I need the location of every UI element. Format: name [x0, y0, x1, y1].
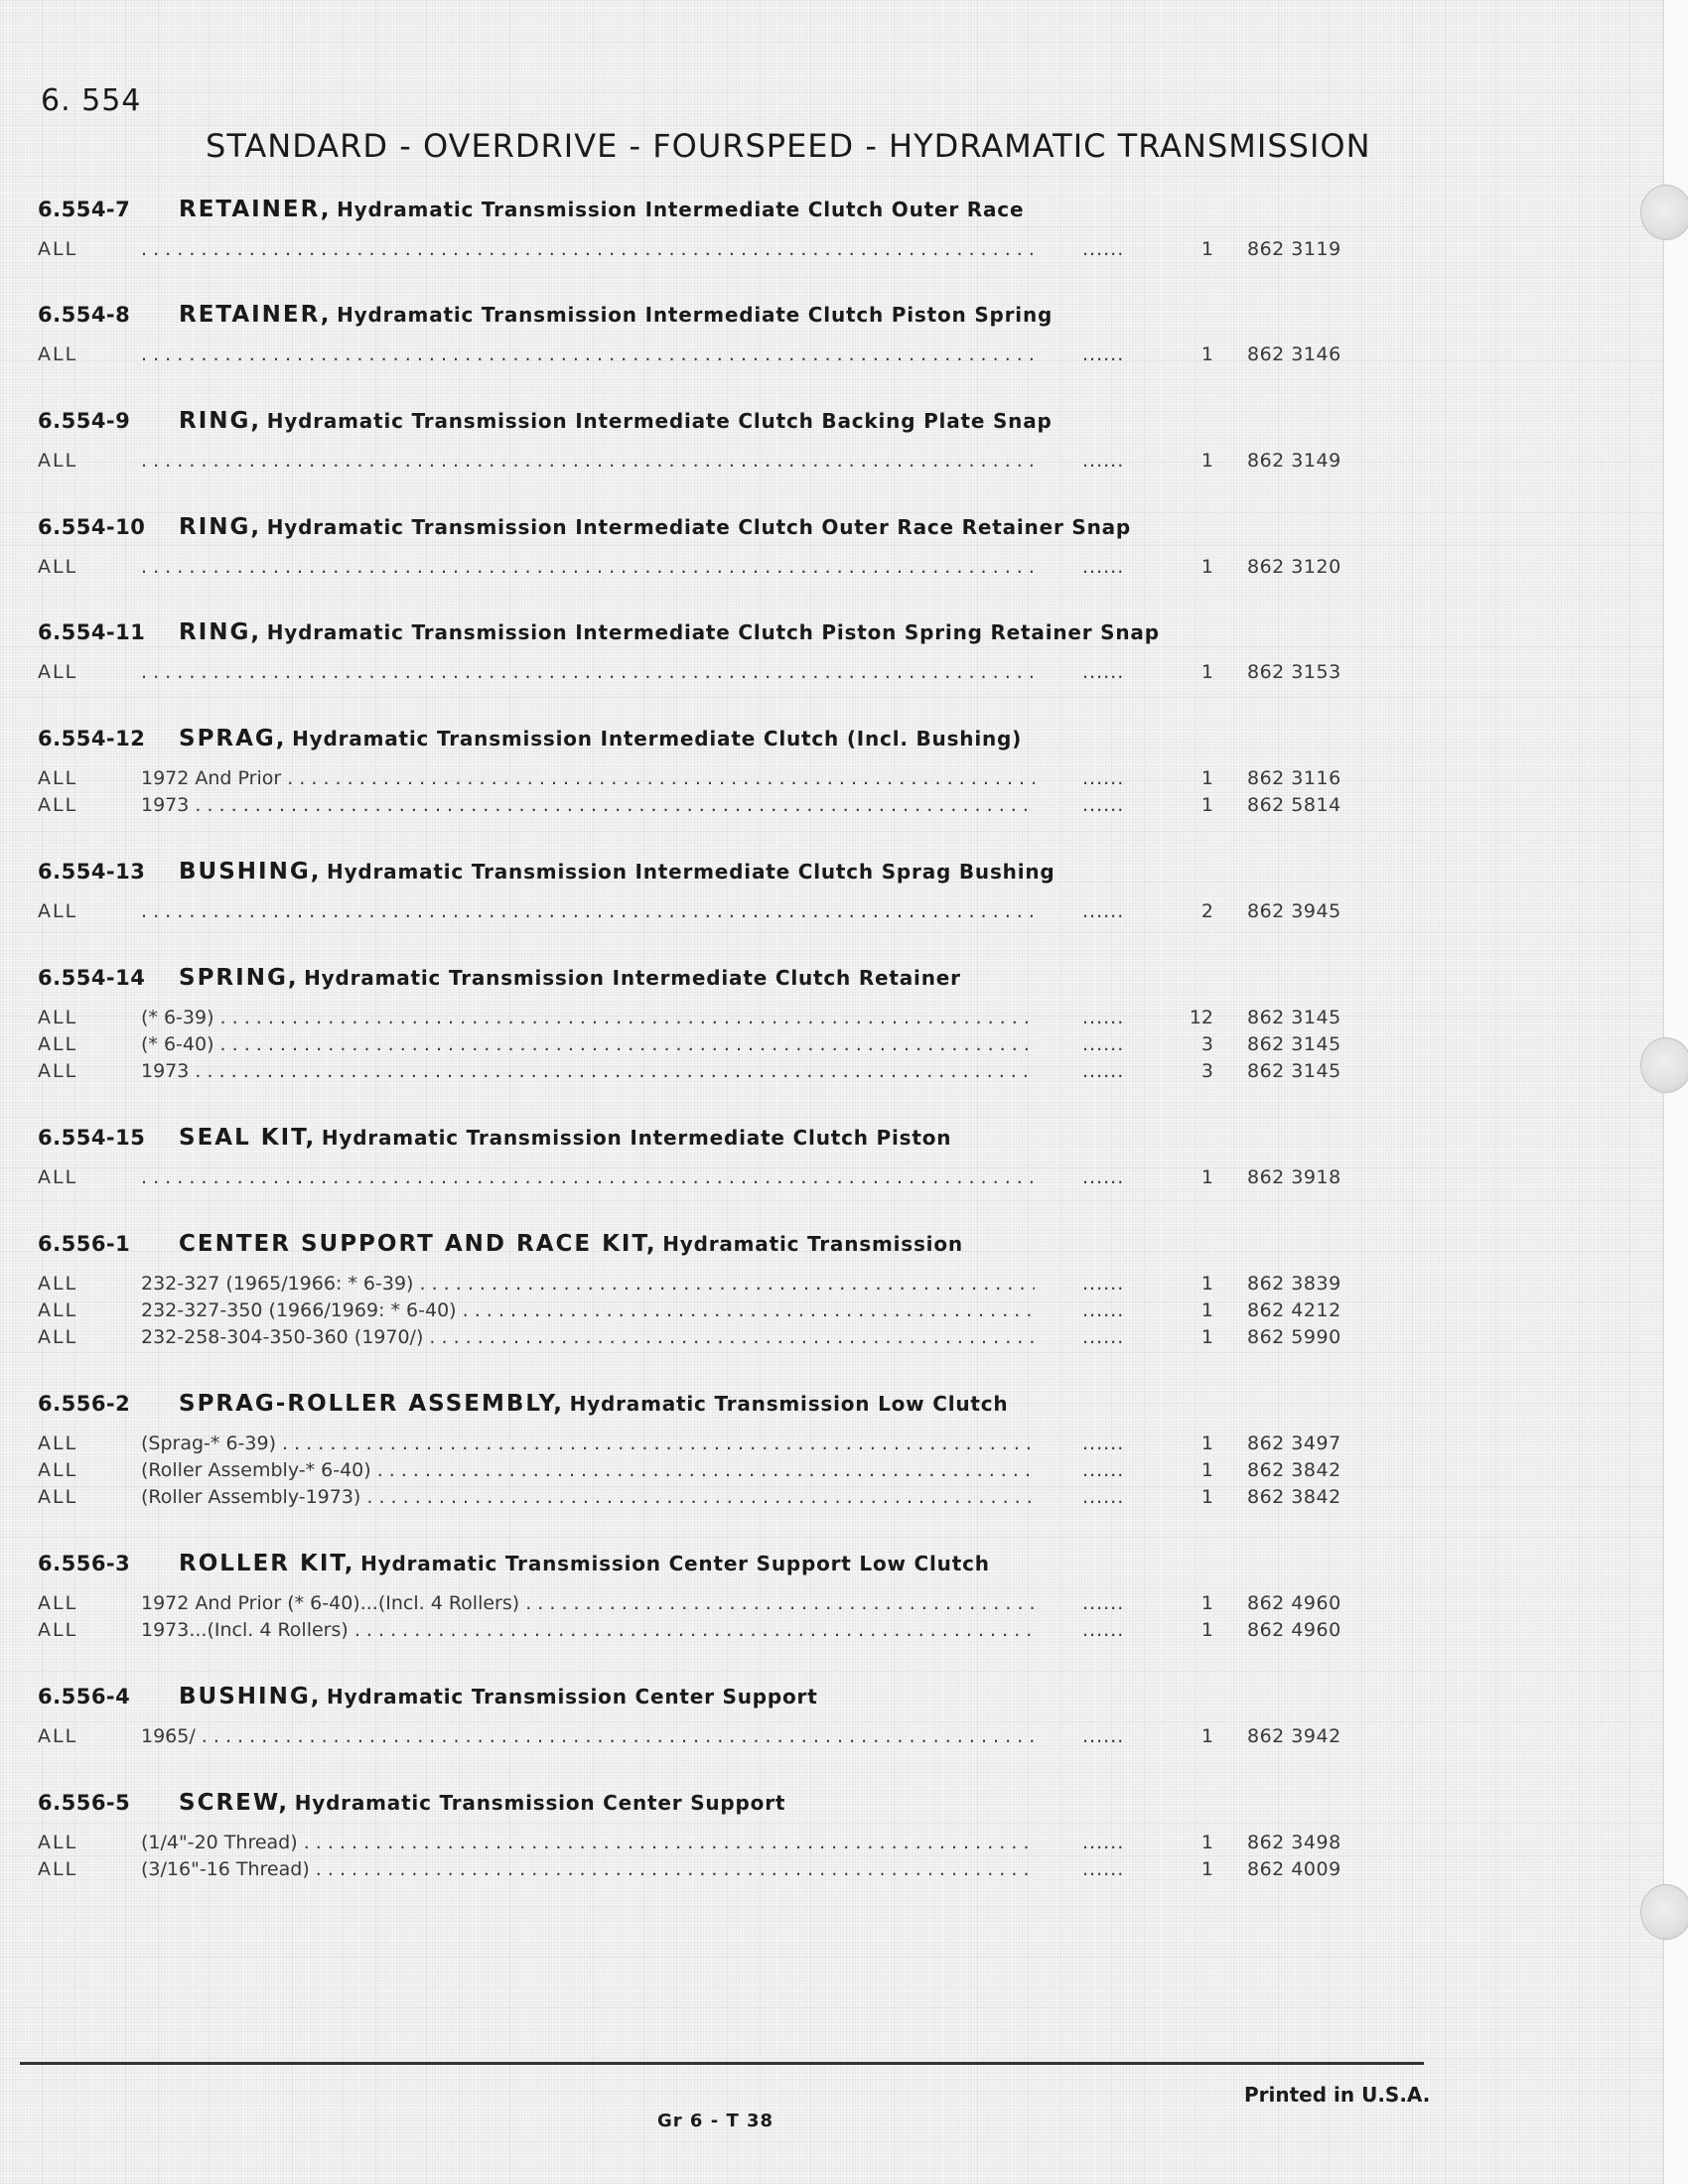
row-description-leader: [141, 556, 1035, 578]
section-part-name: RING,: [179, 619, 262, 645]
row-part-number: 862 3149: [1247, 450, 1341, 472]
row-application-code: ALL: [38, 1619, 78, 1641]
section-part-name: RING,: [179, 514, 262, 540]
row-application-code: ALL: [38, 1725, 78, 1747]
row-description-leader: [141, 450, 1035, 472]
section-rows: [0, 1725, 1688, 1752]
row-description: 232-327-350 (1966/1969: * 6-40): [141, 1299, 457, 1321]
section-number: 6.556-3: [38, 1552, 131, 1575]
row-description: (Sprag-* 6-39): [141, 1433, 276, 1454]
part-row: [0, 450, 1688, 477]
section-rows: [0, 1592, 1688, 1646]
row-dot-leader: [1082, 1619, 1124, 1641]
section-part-name: ROLLER KIT,: [179, 1551, 355, 1576]
row-application-code: ALL: [38, 1592, 78, 1614]
row-dot-leader: [1082, 1033, 1124, 1055]
row-part-number: 862 3145: [1247, 1007, 1341, 1028]
section-rows: [0, 450, 1688, 477]
row-description-leader: [141, 1832, 1035, 1853]
row-part-number: 862 3842: [1247, 1486, 1341, 1508]
section-heading: [38, 859, 1055, 885]
row-quantity: 3: [1200, 1033, 1213, 1055]
part-row: [0, 1725, 1688, 1752]
footer-divider: [20, 2062, 1424, 2065]
row-part-number: 862 3153: [1247, 661, 1341, 683]
row-quantity: 1: [1200, 556, 1213, 578]
section-part-name: SPRAG,: [179, 726, 287, 751]
row-quantity: 1: [1200, 450, 1213, 472]
row-description-leader: [141, 1486, 1035, 1508]
row-part-number: 862 3842: [1247, 1459, 1341, 1481]
section-number: 6.554-15: [38, 1126, 146, 1150]
section-heading: [38, 1231, 963, 1257]
row-part-number: 862 3945: [1247, 900, 1341, 922]
row-description: 232-258-304-350-360 (1970/): [141, 1326, 424, 1348]
row-description-leader: [141, 1060, 1035, 1082]
part-row: [0, 1273, 1688, 1299]
row-description-leader: [141, 794, 1035, 816]
part-row: [0, 1166, 1688, 1193]
row-dot-leader: [1082, 1459, 1124, 1481]
row-description: 1973: [141, 794, 190, 816]
section-description: Hydramatic Transmission Intermediate Clutch Outer Race Retainer Snap: [266, 515, 1132, 539]
row-dot-leader: [1082, 556, 1124, 578]
row-application-code: ALL: [38, 900, 78, 922]
part-row: [0, 238, 1688, 265]
section-part-name: SEAL KIT,: [179, 1125, 317, 1151]
row-description-leader: [141, 1166, 1035, 1188]
section-part-name: SPRAG-ROLLER ASSEMBLY,: [179, 1391, 565, 1417]
row-description-leader: [141, 1858, 1035, 1880]
part-row: [0, 1858, 1688, 1885]
row-dot-leader: [1082, 661, 1124, 683]
section-description: Hydramatic Transmission Intermediate Clutch Piston Spring Retainer Snap: [266, 620, 1160, 644]
row-description-leader: [141, 1299, 1035, 1321]
page-title: STANDARD - OVERDRIVE - FOURSPEED - HYDRAMATIC TRANSMISSION: [206, 127, 1371, 165]
row-dot-leader: [1082, 1326, 1124, 1348]
row-application-code: ALL: [38, 794, 78, 816]
section-description: Hydramatic Transmission Intermediate Clutch Outer Race: [337, 198, 1025, 221]
part-row: [0, 1299, 1688, 1326]
row-dot-leader: [1082, 1725, 1124, 1747]
section-description: Hydramatic Transmission Intermediate Clutch Piston: [321, 1126, 952, 1150]
row-quantity: 1: [1200, 1433, 1213, 1454]
row-dot-leader: [1082, 1299, 1124, 1321]
part-row: [0, 1326, 1688, 1353]
row-application-code: ALL: [38, 1433, 78, 1454]
row-dot-leader: [1082, 343, 1124, 365]
row-dot-leader: [1082, 767, 1124, 789]
section-description: Hydramatic Transmission Low Clutch: [569, 1392, 1009, 1416]
section-part-name: BUSHING,: [179, 1684, 322, 1709]
row-application-code: ALL: [38, 1459, 78, 1481]
row-application-code: ALL: [38, 1060, 78, 1082]
section-part-name: SPRING,: [179, 965, 299, 991]
section-number: 6.554-9: [38, 409, 131, 433]
row-dot-leader: [1082, 1166, 1124, 1188]
row-application-code: ALL: [38, 556, 78, 578]
row-description-leader: [141, 1619, 1035, 1641]
section-number: 6.554-10: [38, 515, 146, 539]
row-quantity: 1: [1200, 767, 1213, 789]
row-description-leader: [141, 238, 1035, 260]
section-number: 6.554-12: [38, 727, 146, 751]
row-description-leader: [141, 1592, 1035, 1614]
row-part-number: 862 5990: [1247, 1326, 1341, 1348]
section-description: Hydramatic Transmission Center Support Low Clutch: [360, 1552, 990, 1575]
section-description: Hydramatic Transmission Center Support: [294, 1791, 786, 1815]
part-row: [0, 1592, 1688, 1619]
row-description-leader: [141, 343, 1035, 365]
section-rows: [0, 1007, 1688, 1087]
row-description: 1973...(Incl. 4 Rollers): [141, 1619, 349, 1641]
row-quantity: 1: [1200, 1832, 1213, 1853]
section-number: 6.554-8: [38, 303, 131, 327]
section-number: 6.554-11: [38, 620, 146, 644]
row-application-code: ALL: [38, 1033, 78, 1055]
section-number: 6.556-2: [38, 1392, 131, 1416]
row-application-code: ALL: [38, 661, 78, 683]
row-description: (3/16"-16 Thread): [141, 1858, 310, 1880]
part-row: [0, 1486, 1688, 1513]
row-application-code: ALL: [38, 1166, 78, 1188]
row-part-number: 862 5814: [1247, 794, 1341, 816]
section-rows: [0, 900, 1688, 927]
row-quantity: 2: [1200, 900, 1213, 922]
row-quantity: 1: [1200, 238, 1213, 260]
row-application-code: ALL: [38, 1858, 78, 1880]
row-quantity: 3: [1200, 1060, 1213, 1082]
section-heading: [38, 1125, 951, 1151]
row-dot-leader: [1082, 1858, 1124, 1880]
row-part-number: 862 3918: [1247, 1166, 1341, 1188]
section-part-name: RING,: [179, 408, 262, 434]
row-part-number: 862 3146: [1247, 343, 1341, 365]
part-row: [0, 1459, 1688, 1486]
section-rows: [0, 1273, 1688, 1353]
part-row: [0, 1433, 1688, 1459]
section-description: Hydramatic Transmission Intermediate Clutch Backing Plate Snap: [266, 409, 1053, 433]
section-rows: [0, 661, 1688, 688]
row-part-number: 862 4960: [1247, 1592, 1341, 1614]
section-rows: [0, 1166, 1688, 1193]
row-dot-leader: [1082, 450, 1124, 472]
binder-hole: [1640, 1884, 1688, 1940]
row-part-number: 862 4960: [1247, 1619, 1341, 1641]
part-row: [0, 794, 1688, 821]
row-dot-leader: [1082, 1832, 1124, 1853]
row-application-code: ALL: [38, 238, 78, 260]
section-part-name: RETAINER,: [179, 302, 332, 328]
section-heading: [38, 197, 1024, 222]
section-rows: [0, 556, 1688, 583]
row-part-number: 862 4212: [1247, 1299, 1341, 1321]
section-description: Hydramatic Transmission Intermediate Clutch Retainer: [304, 966, 961, 990]
section-number: 6.554-13: [38, 860, 146, 884]
row-description: 1965/: [141, 1725, 196, 1747]
row-dot-leader: [1082, 794, 1124, 816]
section-description: Hydramatic Transmission Intermediate Clutch Piston Spring: [337, 303, 1054, 327]
row-part-number: 862 3498: [1247, 1832, 1341, 1853]
row-description-leader: [141, 661, 1035, 683]
row-part-number: 862 3497: [1247, 1433, 1341, 1454]
row-dot-leader: [1082, 1592, 1124, 1614]
row-quantity: 1: [1200, 1166, 1213, 1188]
binder-hole: [1640, 185, 1688, 240]
row-quantity: 1: [1200, 1486, 1213, 1508]
row-part-number: 862 3145: [1247, 1033, 1341, 1055]
row-quantity: 1: [1200, 1619, 1213, 1641]
row-dot-leader: [1082, 1007, 1124, 1028]
section-heading: [38, 1790, 785, 1816]
section-number: 6.554-14: [38, 966, 146, 990]
row-description-leader: [141, 1033, 1035, 1055]
row-application-code: ALL: [38, 450, 78, 472]
section-part-name: SCREW,: [179, 1790, 290, 1816]
section-heading: [38, 1551, 990, 1576]
part-row: [0, 1007, 1688, 1033]
row-quantity: 1: [1200, 1592, 1213, 1614]
part-row: [0, 1033, 1688, 1060]
row-application-code: ALL: [38, 1486, 78, 1508]
part-row: [0, 1619, 1688, 1646]
row-part-number: 862 3145: [1247, 1060, 1341, 1082]
section-description: Hydramatic Transmission: [662, 1232, 963, 1256]
row-description: (1/4"-20 Thread): [141, 1832, 298, 1853]
row-dot-leader: [1082, 1273, 1124, 1295]
row-description-leader: [141, 1326, 1035, 1348]
row-application-code: ALL: [38, 1832, 78, 1853]
row-application-code: ALL: [38, 1273, 78, 1295]
section-heading: [38, 726, 1022, 751]
section-rows: [0, 1832, 1688, 1885]
part-row: [0, 556, 1688, 583]
row-quantity: 1: [1200, 1459, 1213, 1481]
row-quantity: 1: [1200, 1299, 1213, 1321]
row-part-number: 862 3116: [1247, 767, 1341, 789]
row-application-code: ALL: [38, 1007, 78, 1028]
part-row: [0, 661, 1688, 688]
section-heading: [38, 1391, 1008, 1417]
section-rows: [0, 767, 1688, 821]
row-quantity: 12: [1189, 1007, 1213, 1028]
row-quantity: 1: [1200, 343, 1213, 365]
row-part-number: 862 3120: [1247, 556, 1341, 578]
row-quantity: 1: [1200, 1858, 1213, 1880]
row-application-code: ALL: [38, 1326, 78, 1348]
row-application-code: ALL: [38, 767, 78, 789]
section-heading: [38, 408, 1053, 434]
row-part-number: 862 3119: [1247, 238, 1341, 260]
row-quantity: 1: [1200, 1725, 1213, 1747]
row-quantity: 1: [1200, 661, 1213, 683]
row-part-number: 862 3839: [1247, 1273, 1341, 1295]
row-description: 232-327 (1965/1966: * 6-39): [141, 1273, 414, 1295]
section-heading: [38, 514, 1131, 540]
row-dot-leader: [1082, 238, 1124, 260]
row-description-leader: [141, 1433, 1035, 1454]
part-row: [0, 1832, 1688, 1858]
row-description-leader: [141, 1459, 1035, 1481]
section-heading: [38, 1684, 818, 1709]
row-description-leader: [141, 900, 1035, 922]
row-description-leader: [141, 767, 1035, 789]
section-description: Hydramatic Transmission Center Support: [327, 1685, 818, 1708]
part-row: [0, 343, 1688, 370]
part-row: [0, 1060, 1688, 1087]
row-application-code: ALL: [38, 343, 78, 365]
section-number: 6.554-7: [38, 198, 131, 221]
row-description-leader: [141, 1007, 1035, 1028]
row-description: 1973: [141, 1060, 190, 1082]
page-reference: Gr 6 - T 38: [657, 2111, 774, 2131]
row-quantity: 1: [1200, 794, 1213, 816]
section-part-name: BUSHING,: [179, 859, 322, 885]
section-heading: [38, 965, 961, 991]
row-description: (* 6-40): [141, 1033, 214, 1055]
section-heading: [38, 619, 1160, 645]
printed-in-label: Printed in U.S.A.: [1244, 2083, 1431, 2107]
section-number: 6.556-5: [38, 1791, 131, 1815]
section-rows: [0, 1433, 1688, 1513]
row-dot-leader: [1082, 1060, 1124, 1082]
row-description-leader: [141, 1725, 1035, 1747]
row-description: (Roller Assembly-* 6-40): [141, 1459, 371, 1481]
section-heading: [38, 302, 1053, 328]
section-rows: [0, 238, 1688, 265]
row-quantity: 1: [1200, 1273, 1213, 1295]
part-row: [0, 767, 1688, 794]
row-application-code: ALL: [38, 1299, 78, 1321]
row-dot-leader: [1082, 900, 1124, 922]
row-description: 1972 And Prior (* 6-40)...(Incl. 4 Rollers): [141, 1592, 520, 1614]
row-description-leader: [141, 1273, 1035, 1295]
row-description: (* 6-39): [141, 1007, 214, 1028]
section-rows: [0, 343, 1688, 370]
row-description: (Roller Assembly-1973): [141, 1486, 361, 1508]
page-number: 6. 554: [41, 83, 142, 118]
part-row: [0, 900, 1688, 927]
row-part-number: 862 4009: [1247, 1858, 1341, 1880]
row-quantity: 1: [1200, 1326, 1213, 1348]
section-description: Hydramatic Transmission Intermediate Clutch (Incl. Bushing): [292, 727, 1023, 751]
row-part-number: 862 3942: [1247, 1725, 1341, 1747]
section-number: 6.556-4: [38, 1685, 131, 1708]
row-dot-leader: [1082, 1433, 1124, 1454]
section-number: 6.556-1: [38, 1232, 131, 1256]
section-part-name: CENTER SUPPORT AND RACE KIT,: [179, 1231, 657, 1257]
section-part-name: RETAINER,: [179, 197, 332, 222]
row-dot-leader: [1082, 1486, 1124, 1508]
section-description: Hydramatic Transmission Intermediate Clutch Sprag Bushing: [327, 860, 1055, 884]
row-description: 1972 And Prior: [141, 767, 282, 789]
